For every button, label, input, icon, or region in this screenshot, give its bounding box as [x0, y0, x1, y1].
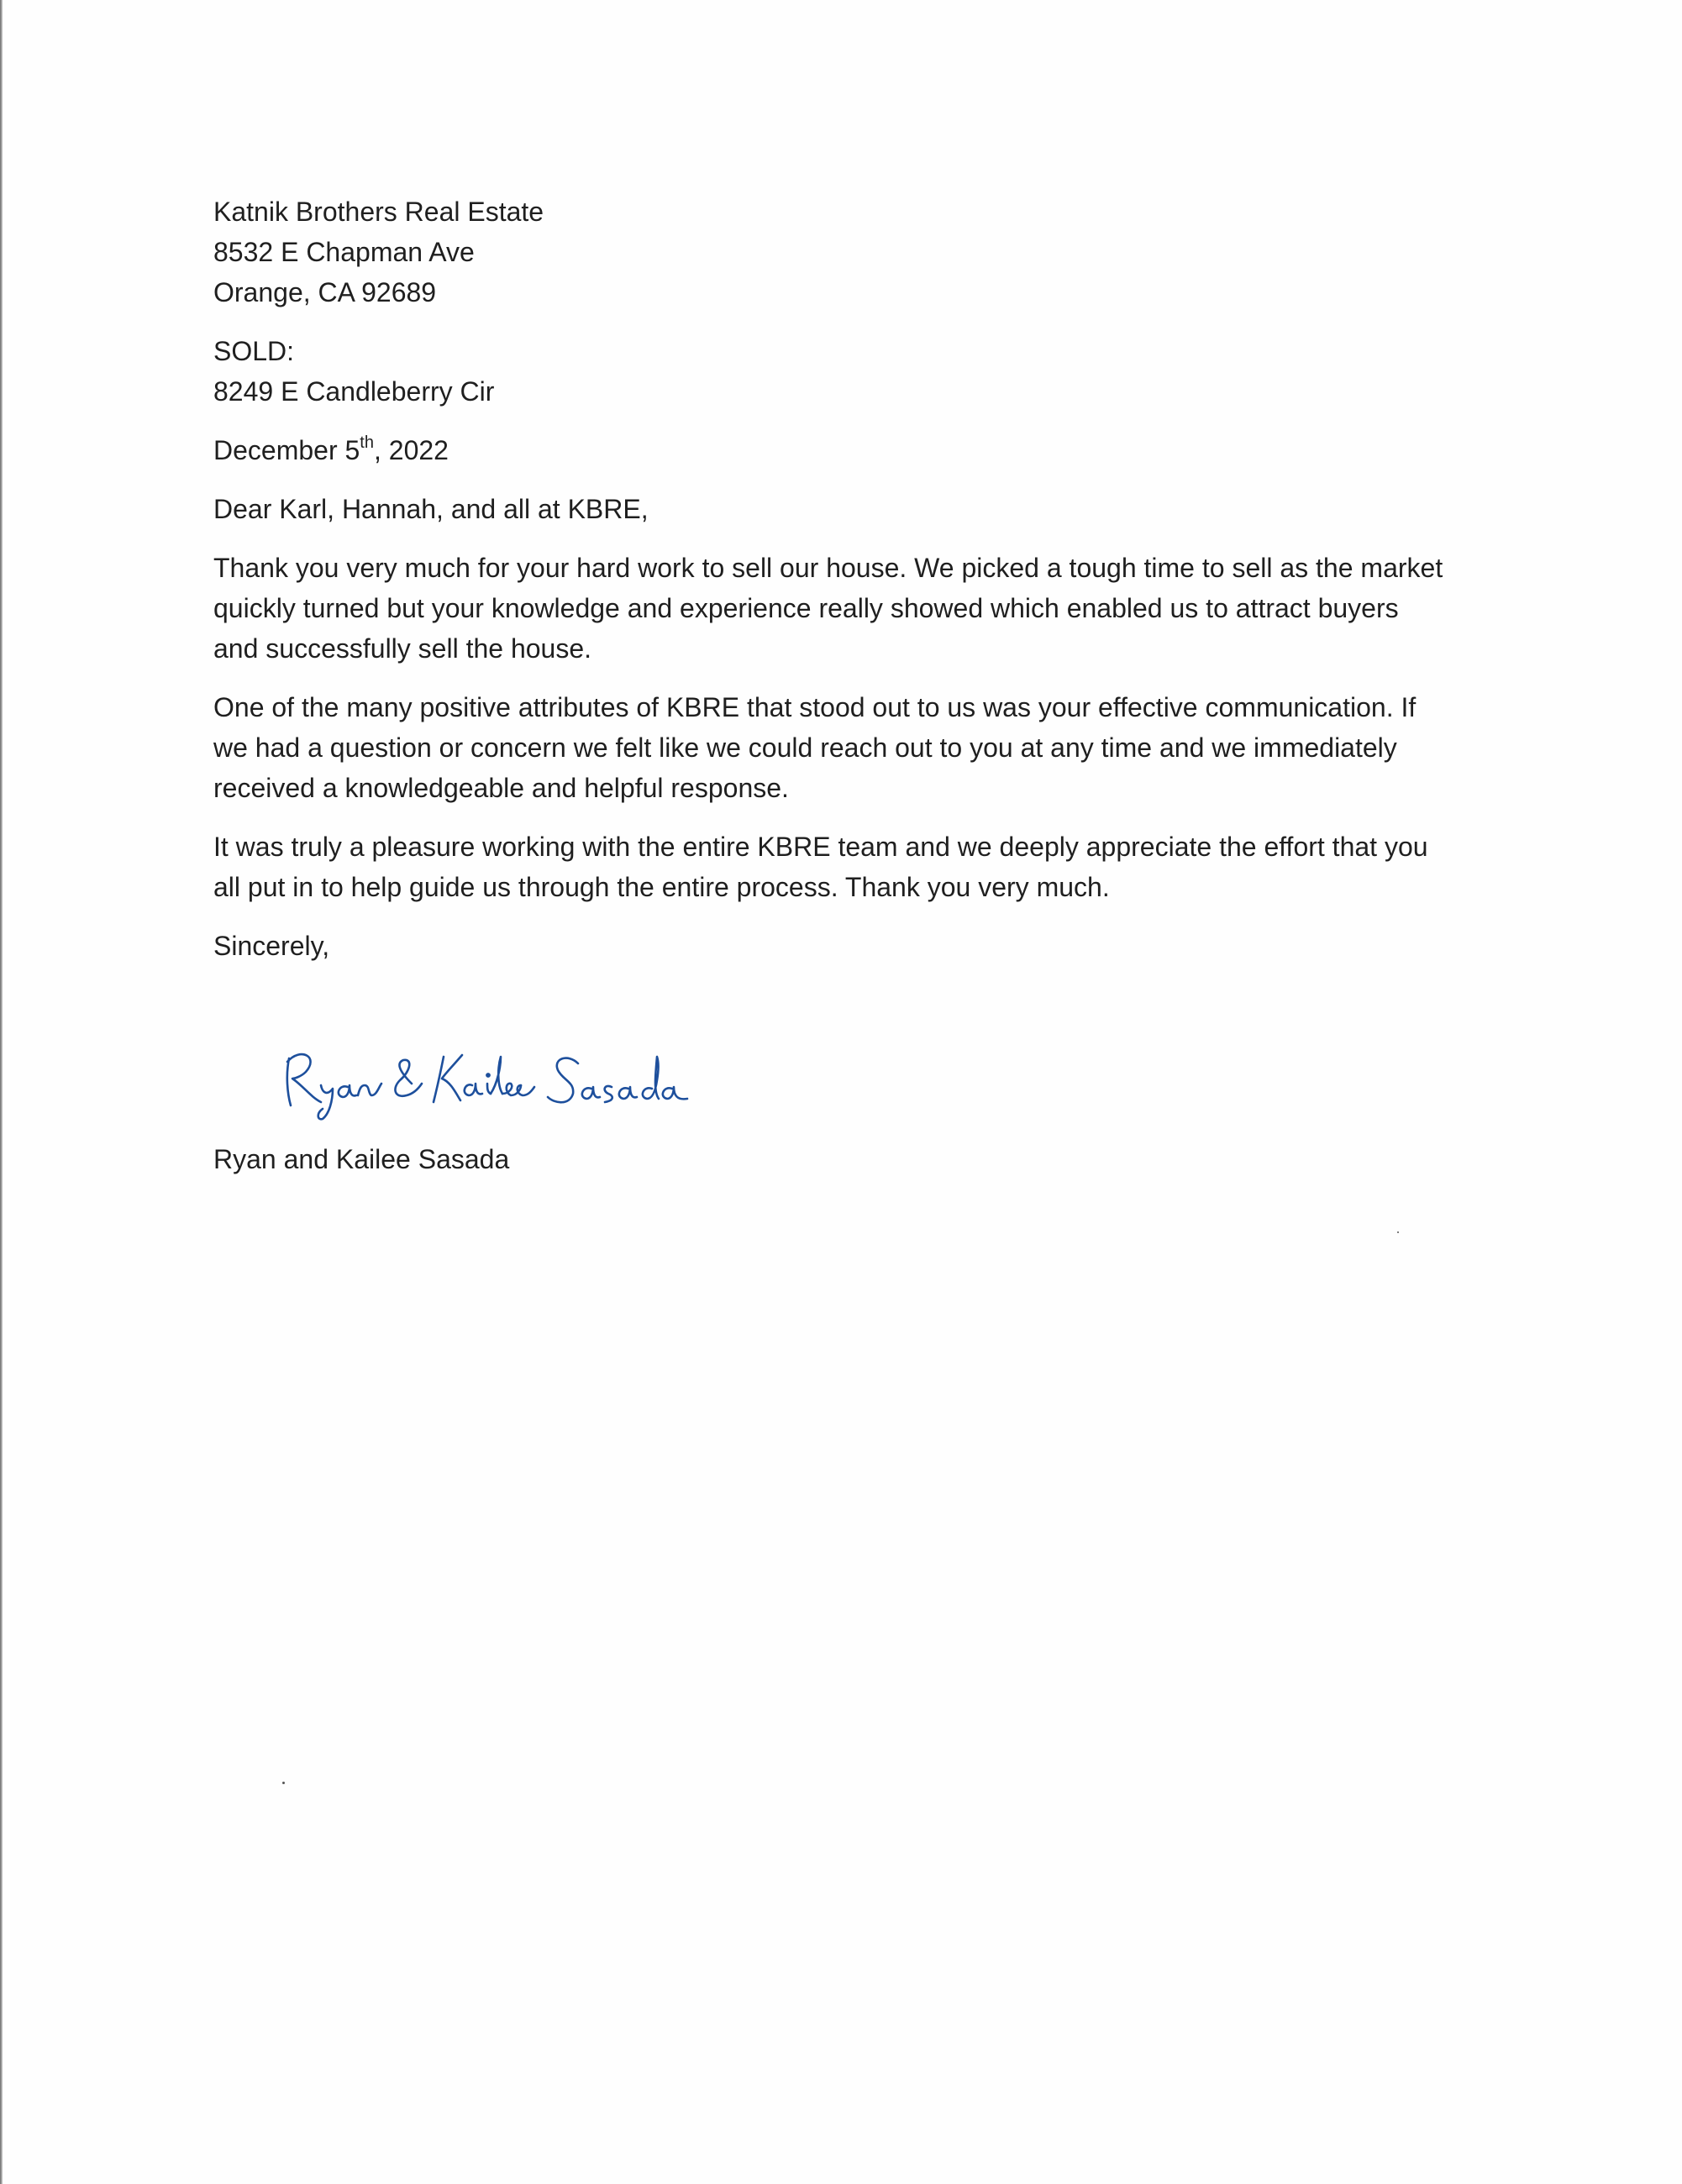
- signature-drawing: [277, 1033, 697, 1126]
- scan-edge-shadow: [0, 0, 3, 2184]
- paragraph-line: all put in to help guide us through the entire process. Thank you very much.: [213, 872, 1110, 902]
- property-status: SOLD:: [213, 336, 295, 366]
- paragraph-line: received a knowledgeable and helpful response.: [213, 773, 789, 803]
- recipient-street: 8532 E Chapman Ave: [213, 237, 475, 267]
- recipient-name: Katnik Brothers Real Estate: [213, 197, 544, 227]
- recipient-city-state-zip: Orange, CA 92689: [213, 277, 437, 307]
- property-block: [213, 331, 1524, 412]
- paragraph-line: Thank you very much for your hard work to sell our house. We picked a tough time to sell as the market: [213, 553, 1443, 583]
- paragraph-line: and successfully sell the house.: [213, 633, 592, 664]
- paragraph-line: One of the many positive attributes of KBRE that stood out to us was your effective communication. If: [213, 692, 1417, 722]
- paragraph-1: [213, 548, 1524, 669]
- signer-name: Ryan and Kailee Sasada: [213, 1144, 510, 1174]
- paragraph-3: [213, 827, 1524, 907]
- paragraph-line: It was truly a pleasure working with the entire KBRE team and we deeply appreciate the effort that you: [213, 832, 1428, 862]
- date-month-day: December 5: [213, 435, 360, 465]
- handwritten-signature: [277, 1033, 697, 1126]
- property-address: 8249 E Candleberry Cir: [213, 376, 495, 407]
- recipient-address-block: [213, 192, 1524, 312]
- letter-date: [213, 430, 1524, 470]
- paragraph-2: [213, 687, 1524, 808]
- scan-speck: [282, 1782, 285, 1784]
- scan-speck: [1397, 1231, 1399, 1233]
- paragraph-line: we had a question or concern we felt like we could reach out to you at any time and we immediately: [213, 732, 1397, 763]
- letter-body: [213, 192, 1524, 966]
- date-year: , 2022: [373, 435, 449, 465]
- date-ordinal-suffix: th: [360, 433, 374, 452]
- paragraph-line: quickly turned but your knowledge and experience really showed which enabled us to attract buyers: [213, 593, 1399, 623]
- salutation: Dear Karl, Hannah, and all at KBRE,: [213, 494, 649, 524]
- closing: Sincerely,: [213, 931, 330, 961]
